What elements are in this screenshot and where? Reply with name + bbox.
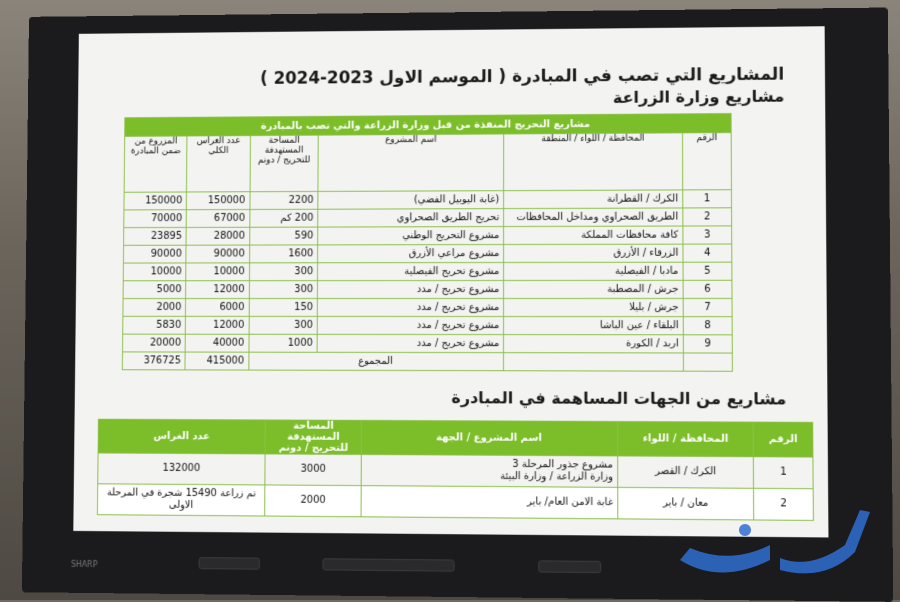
row-area: 1000 bbox=[249, 334, 318, 352]
row-num: 9 bbox=[683, 335, 732, 353]
col-trees: عدد الغراس bbox=[98, 419, 266, 454]
row-total: 150000 bbox=[187, 192, 250, 210]
row-planted: 70000 bbox=[124, 210, 187, 228]
row-num: 2 bbox=[683, 208, 732, 226]
col-num: الرقم bbox=[682, 133, 731, 190]
row-project: مشروع تحريج الفيصلية bbox=[318, 262, 504, 280]
slide-subtitle: مشاريع وزارة الزراعة bbox=[612, 86, 785, 107]
row-planted: 5000 bbox=[123, 281, 186, 299]
col-total-trees: عدد الغراس الكلي bbox=[187, 136, 250, 192]
row-area: 300 bbox=[249, 316, 318, 334]
row-area: 300 bbox=[249, 281, 318, 299]
row-governorate: الزرقاء / الأزرق bbox=[504, 244, 683, 262]
bezel-port bbox=[199, 557, 260, 570]
col-governorate: المحافظة / اللواء bbox=[617, 422, 753, 457]
col-project: اسم المشروع / الجهة bbox=[361, 420, 617, 456]
table-total-row bbox=[122, 352, 732, 371]
row-num: 7 bbox=[683, 298, 732, 316]
row-governorate: الكرك / القطرانة bbox=[504, 190, 683, 209]
project-line-2: وزارة الزراعة / وزارة البيئة bbox=[500, 470, 614, 483]
row-governorate: الطريق الصحراوي ومداخل المحافظات bbox=[504, 208, 683, 227]
row-total: 12000 bbox=[186, 281, 249, 299]
row-total: 67000 bbox=[186, 209, 249, 227]
row-area: 3000 bbox=[265, 454, 361, 486]
col-project: اسم المشروع bbox=[318, 134, 504, 191]
watermark-dot bbox=[739, 524, 751, 536]
row-governorate: اربد / الكورة bbox=[504, 335, 684, 353]
row-area: 1600 bbox=[249, 245, 318, 263]
row-num: 5 bbox=[683, 262, 732, 280]
row-num: 4 bbox=[683, 244, 732, 262]
brand-label: SHARP bbox=[70, 559, 98, 570]
row-area: 200 كم bbox=[249, 209, 318, 227]
project-line-1: مشروع جذور المرحلة 3 bbox=[512, 458, 613, 471]
row-planted: 23895 bbox=[124, 227, 187, 245]
table-banner: مشاريع التحريج المنفذة من قبل وزارة الزراعة والتي تصب بالمبادرة bbox=[125, 114, 731, 137]
row-num: 1 bbox=[683, 190, 732, 208]
row-num: 8 bbox=[683, 317, 732, 335]
row-project bbox=[361, 454, 617, 487]
row-area: 590 bbox=[249, 227, 318, 245]
bezel-control-strip bbox=[322, 558, 454, 571]
row-planted: 150000 bbox=[124, 192, 187, 210]
row-planted: 2000 bbox=[123, 299, 186, 317]
row-project bbox=[361, 486, 618, 519]
col-planted: المزروع من ضمن المبادرة bbox=[124, 136, 187, 192]
ministry-projects-table bbox=[122, 113, 733, 372]
row-total: 12000 bbox=[186, 316, 249, 334]
table-row bbox=[124, 208, 732, 228]
presentation-slide bbox=[73, 26, 828, 537]
table-row bbox=[98, 453, 813, 489]
col-area: المساحة المستهدفة للتحريج / دونم bbox=[265, 420, 361, 455]
row-trees: تم زراعة 15490 شجرة في المرحلة الاولى bbox=[97, 484, 265, 516]
row-project: (غابة اليوبيل الفضي) bbox=[318, 191, 504, 210]
row-project: مشروع التحريج الوطني bbox=[318, 227, 504, 245]
row-num: 3 bbox=[683, 226, 732, 244]
row-governorate: جرش / بليلا bbox=[504, 298, 683, 316]
row-num: 6 bbox=[683, 280, 732, 298]
table-row bbox=[123, 262, 732, 281]
row-num: 1 bbox=[754, 457, 813, 489]
table-row bbox=[123, 334, 733, 353]
row-governorate: مادبا / الفيصلية bbox=[504, 262, 683, 280]
table-row bbox=[123, 244, 731, 263]
row-total: 40000 bbox=[185, 334, 248, 352]
row-area: 300 bbox=[249, 263, 318, 281]
row-planted: 5830 bbox=[123, 316, 186, 334]
row-num: 2 bbox=[754, 488, 813, 520]
watermark-logo bbox=[660, 490, 890, 590]
watermark-shape bbox=[680, 545, 770, 573]
slide-title: المشاريع التي تصب في المبادرة ( الموسم الاول 2023-2024 ) bbox=[260, 64, 785, 89]
row-governorate: جرش / المصطبة bbox=[504, 280, 683, 298]
col-area: المساحة المستهدفة للتحريج / دونم bbox=[250, 135, 319, 192]
row-planted: 90000 bbox=[123, 245, 186, 263]
row-governorate: البلقاء / عين الباشا bbox=[504, 317, 683, 335]
row-planted: 20000 bbox=[123, 334, 186, 352]
row-project: مشروع تحريج / مدد bbox=[317, 298, 503, 316]
row-project: مشروع تحريج / مدد bbox=[318, 280, 504, 298]
row-total: 90000 bbox=[186, 245, 249, 263]
row-area: 2000 bbox=[265, 485, 361, 517]
row-governorate: كافة محافظات المملكة bbox=[504, 226, 683, 244]
row-governorate: معان / باير bbox=[618, 487, 755, 520]
row-project: مشروع تحريج / مدد bbox=[317, 334, 503, 352]
row-trees: 132000 bbox=[98, 453, 266, 485]
row-total: 10000 bbox=[186, 263, 249, 281]
project-line-1: غابة الامن العام/ باير bbox=[527, 496, 614, 509]
total-label: المجموع bbox=[248, 352, 503, 371]
row-project: مشروع تحريج / مدد bbox=[317, 316, 503, 334]
total-planted: 376725 bbox=[122, 352, 185, 370]
table-row bbox=[123, 316, 732, 335]
row-total: 6000 bbox=[186, 299, 249, 317]
row-project: مشروع مراعي الأزرق bbox=[318, 245, 504, 263]
section-title: مشاريع من الجهات المساهمة في المبادرة bbox=[451, 388, 787, 409]
row-governorate: الكرك / القصر bbox=[618, 456, 754, 488]
row-planted: 10000 bbox=[123, 263, 186, 281]
table-row bbox=[124, 190, 732, 210]
col-num: الرقم bbox=[754, 422, 813, 457]
bezel-port bbox=[538, 560, 601, 573]
table-row bbox=[123, 280, 732, 298]
col-governorate: المحافظة / اللواء / المنطقة bbox=[504, 133, 683, 191]
table-row bbox=[123, 298, 732, 316]
row-area: 2200 bbox=[250, 191, 319, 209]
row-project: تحريج الطريق الصحراوي bbox=[318, 209, 504, 227]
row-total: 28000 bbox=[186, 227, 249, 245]
watermark-shape bbox=[780, 510, 870, 573]
table-row bbox=[124, 226, 732, 245]
row-area: 150 bbox=[249, 299, 318, 317]
total-trees: 415000 bbox=[185, 352, 248, 370]
